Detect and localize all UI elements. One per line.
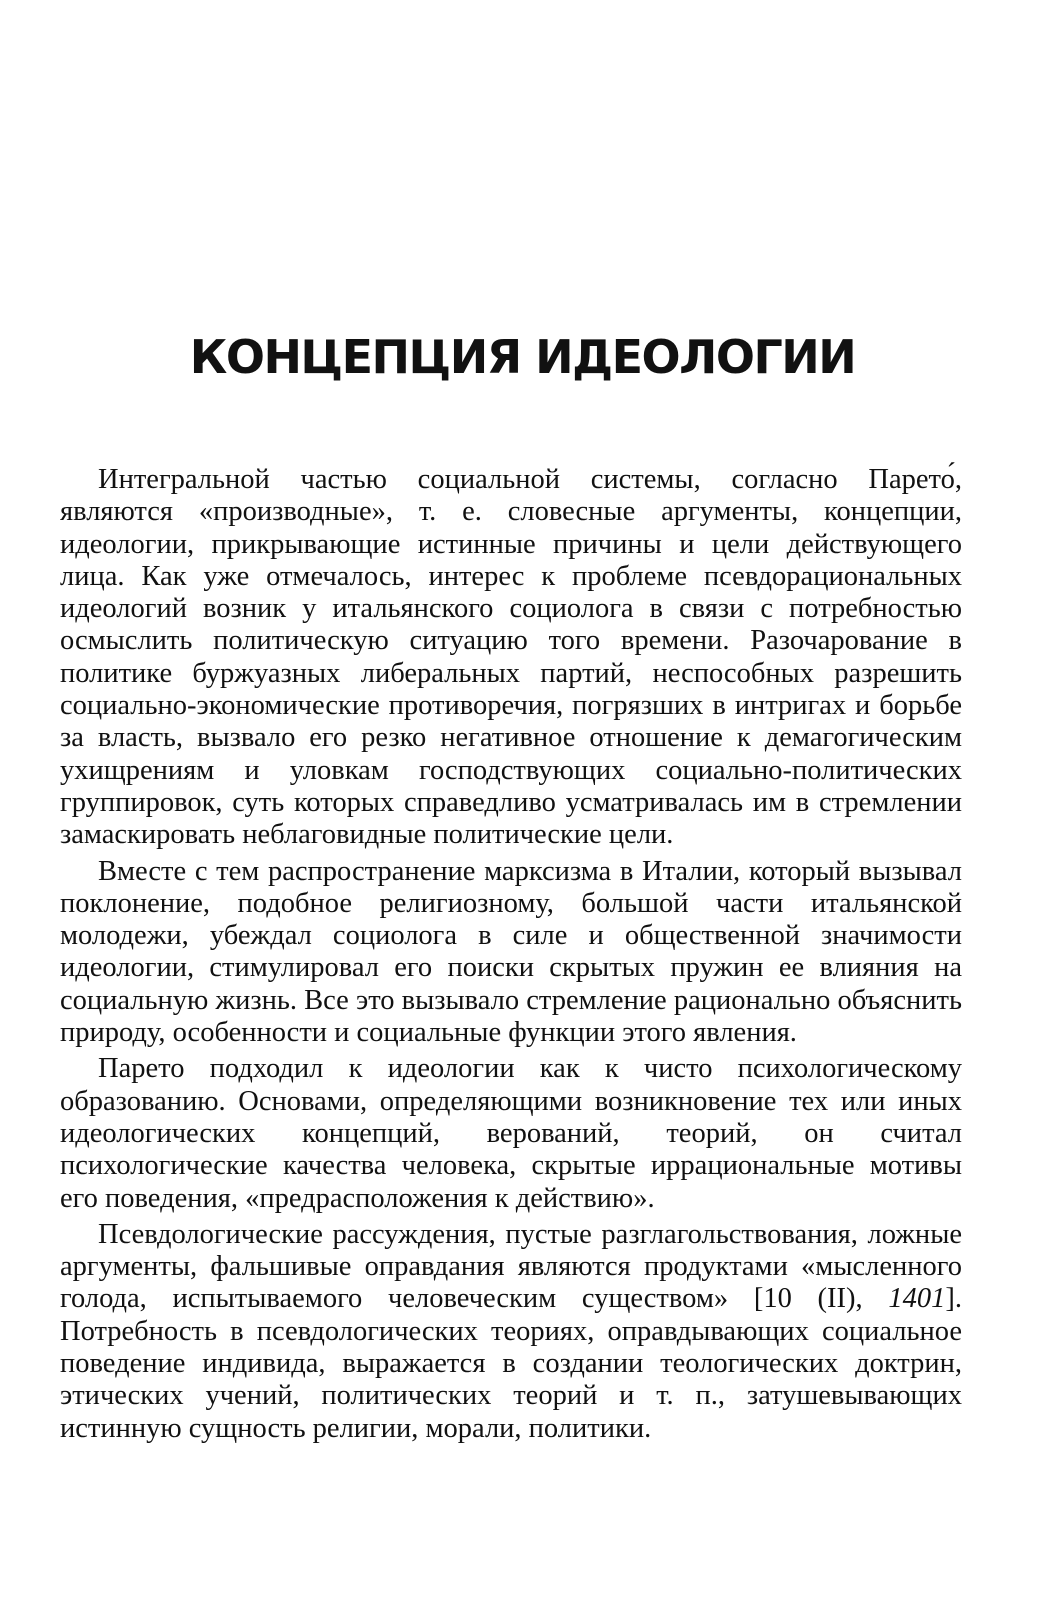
paragraph-4-text-end: ]. Потребность в псевдологических теориях, оправдывающих социальное поведение индивида, выражается в создании теологических доктрин, этических учений, политических теорий и т. п., затушевывающих истинную сущность религии, морали, политики. xyxy=(60,1283,962,1444)
chapter-title: КОНЦЕПЦИЯ ИДЕОЛОГИИ xyxy=(189,330,856,384)
paragraph-2: Вместе с тем распространение марксизма в Италии, который вызывал поклонение, подобное религиозному, большой части итальянской молодежи, убеждал социолога в силе и общественной значимости идеологии, стимулировал его поиски скрытых пружин ее влияния на социальную жизнь. Все это вызывало стремление рационально объяснить природу, особенности и социальные функции этого явления. xyxy=(60,855,962,1049)
paragraph-4-text-start: Псевдологические рассуждения, пустые разглагольствования, ложные аргументы, фальшивые оправдания являются продуктами «мысленного голода, испытываемого человеческим существом» [10 (II), xyxy=(60,1218,962,1315)
paragraph-1: Интегральной частью социальной системы, согласно Парето́, являются «производные», т. е. словесные аргументы, концепции, идеологии, прикрывающие истинные причины и цели действующего лица. Как уже отмечалось, интерес к проблеме псевдорациональных идеологий возник у итальянского социолога в связи с потребностью осмыслить политическую ситуацию того времени. Разочарование в политике буржуазных либеральных партий, неспособных разрешить социально-экономические противоречия, погрязших в интригах и борьбе за власть, вызвало его резко негативное отношение к демагогическим ухищрениям и уловкам господствующих социально-политических группировок, суть которых справедливо усматривалась им в стремлении замаскировать неблаговидные политические цели. xyxy=(60,464,962,851)
chapter-body xyxy=(60,464,962,1445)
paragraph-4-page-reference: 1401 xyxy=(888,1283,946,1315)
paragraph-3: Парето подходил к идеологии как к чисто психологическому образованию. Основами, определяющими возникновение тех или иных идеологических концепций, верований, теорий, он считал психологические качества человека, скрытые иррациональные мотивы его поведения, «предрасположения к действию». xyxy=(60,1053,962,1214)
paragraph-4 xyxy=(60,1219,962,1445)
